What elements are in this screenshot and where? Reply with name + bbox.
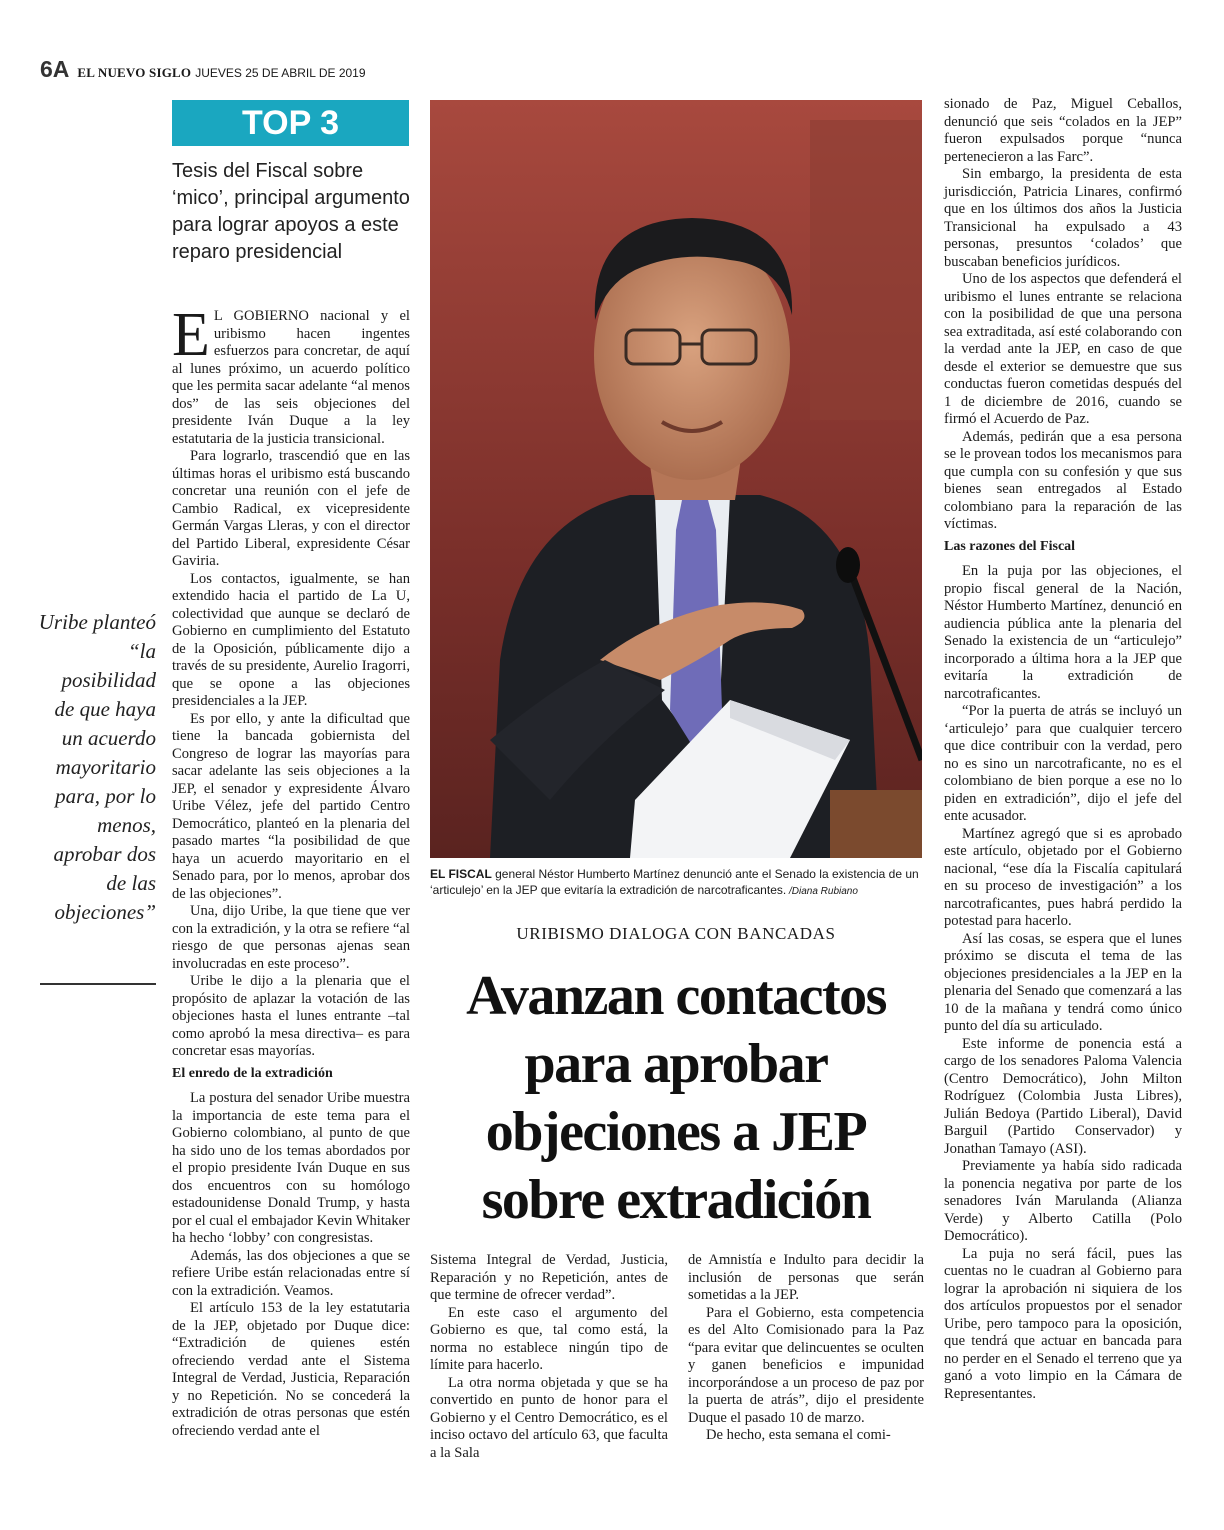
- kicker: URIBISMO DIALOGA CON BANCADAS: [516, 924, 836, 943]
- paragraph: Previamente ya había sido radicada la ponencia negativa por parte de los senadores Iván Marulanda (Alianza Verde) y Alberto Catilla (Polo Democrático).: [944, 1158, 1182, 1244]
- paragraph: de Amnistía e Indulto para decidir la inclusión de personas que serán sometidas a la JEP.: [688, 1252, 924, 1303]
- paragraph: Uribe le dijo a la plenaria que el propósito de aplazar la votación de las objeciones hasta el lunes entrante –tal como aprobó la mesa directiva– es para concretar esas mayorías.: [172, 973, 410, 1059]
- paragraph: E L GOBIERNO nacional y el uribismo hacen ingentes esfuerzos para concretar, de aquí al lunes próximo, un acuerdo político que les permita sacar adelante “al menos dos” de las seis objeciones del presidente Iván Duque a la ley estatutaria de la justicia transicional.: [172, 301, 410, 447]
- paragraph: Además, las dos objeciones a que se refiere Uribe están relacionadas entre sí con la extradición. Veamos.: [172, 1247, 410, 1299]
- paragraph: Para el Gobierno, esta competencia es del Alto Comisionado para la Paz “para evitar que delincuentes se oculten y ganen beneficios e impunidad incorporándose a un proceso de paz por la puerta de atrás”, dijo el presidente Duque el pasado 10 de marzo.: [688, 1304, 924, 1426]
- subheadline: Tesis del Fiscal sobre ‘mico’, principal argumento para lograr apoyos a este reparo presidencial: [172, 160, 410, 263]
- pull-quote-rule: [40, 983, 156, 985]
- paragraph: En este caso el argumento del Gobierno es que, tal como está, la norma no establece ningún tipo de límite para hacerlo.: [430, 1304, 668, 1373]
- paragraph: Este informe de ponencia está a cargo de los senadores Paloma Valencia (Centro Democrático), John Milton Rodríguez (Colombia Justa Libres), Julián Bedoya (Partido Liberal), David Barguil (Partido Conservador) y Jonathan Tamayo (ASI).: [944, 1035, 1182, 1157]
- paragraph: La puja no será fácil, pues las cuentas no le cuadran al Gobierno para lograr la aprobación ni siquiera de los dos artículos propuestos por el senador Uribe, pero tampoco para la oposición, que tendrá que actuar en bancada para no perder en el Senado el terreno que ya ganó a voto limpio en la Cámara de Representantes.: [944, 1245, 1182, 1402]
- article-column-2: [430, 1252, 668, 1462]
- paragraph: La otra norma objetada y que se ha convertido en punto de honor para el Gobierno y el Centro Democrático, es el inciso octavo del artículo 63, que faculta a la Sala: [430, 1374, 668, 1461]
- section-tag: TOP 3: [172, 100, 409, 146]
- section-heading: El enredo de la extradición: [172, 1065, 333, 1081]
- paragraph: En la puja por las objeciones, el propio fiscal general de la Nación, Néstor Humberto Martínez, denunció en audiencia pública ante la plenaria del Senado la existencia de un “articulejo” incorporado a última hora a la JEP que evitaría la extradición de narcotraficantes.: [944, 563, 1182, 702]
- paragraph: Uno de los aspectos que defenderá el uribismo el lunes entrante se relaciona con la posibilidad de que una persona sea extraditada, así esté colaborando con la verdad ante la JEP, en caso de que desde el exterior se demuestre que sus conductas fueron cometidas después del 1 de diciembre de 2016, cuando se firmó el Acuerdo de Paz.: [944, 271, 1182, 427]
- pull-quote: Uribe planteó “la posibilidad de que haya un acuerdo mayoritario para, por lo menos, aprobar dos de las objeciones”: [38, 610, 156, 924]
- drop-cap: E: [172, 301, 210, 369]
- paragraph: La postura del senador Uribe muestra la importancia de este tema para el Gobierno colombiano, al punto de que ha sido uno de los temas abordados por el propio presidente Iván Duque en sus dos encuentros con su homólogo estadounidense Donald Trump, y hasta por el cual el embajador Kevin Whitaker ha hecho ‘lobby’ con congresistas.: [172, 1090, 410, 1246]
- paragraph: Es por ello, y ante la dificultad que tiene la bancada gobiernista del Congreso de lograr las mayorías para sacar adelante las seis objeciones a la JEP, el senador y expresidente Álvaro Uribe Vélez, jefe del partido Centro Democrático, planteó en la plenaria del pasado martes “la posibilidad de que haya un acuerdo mayoritario en el Senado para, por lo menos, aprobar dos de las objeciones”.: [172, 710, 410, 902]
- paragraph: Así las cosas, se espera que el lunes próximo se discuta el tema de las objeciones presidenciales a la JEP en la plenaria del Senado que comenzará a las 10 de la mañana y tendrá como único punto del día su articulado.: [944, 930, 1182, 1034]
- paragraph: Sin embargo, la presidenta de esta jurisdicción, Patricia Linares, confirmó que en los últimos dos años la Justicia Transicional ha expulsado a 43 personas, presuntos ‘colados’ que buscaban beneficios jurídicos.: [944, 166, 1182, 270]
- article-column-4: [944, 96, 1182, 1403]
- paragraph: Una, dijo Uribe, la que tiene que ver con la extradición, y la otra se refiere “al riesgo de que personas ajenas sean involucradas en este proceso”.: [172, 903, 410, 972]
- caption-lead: EL FISCAL: [430, 867, 492, 881]
- photo-credit: /Diana Rubiano: [786, 886, 858, 897]
- paragraph: Sistema Integral de Verdad, Justicia, Reparación y no Repetición, antes de que termine de ofrecer verdad”.: [430, 1252, 668, 1303]
- headline: Avanzan contactos para aprobar objeciones a JEP sobre extradición: [466, 965, 886, 1231]
- article-column-1: [172, 301, 410, 1440]
- paragraph: Martínez agregó que si es aprobado este artículo, objetado por el Gobierno nacional, “ese día la Fiscalía capitulará en su proceso de investigación” a los narcotraficantes, pues habrá perdido la potestad para hacerlo.: [944, 825, 1182, 929]
- paragraph: De hecho, esta semana el comi-: [706, 1427, 891, 1443]
- paragraph: sionado de Paz, Miguel Ceballos, denunció que seis “colados en la JEP” fueron expulsados porque “nunca pertenecieron a las Farc”.: [944, 96, 1182, 165]
- publication-name: EL NUEVO SIGLO: [77, 65, 192, 80]
- paragraph: Los contactos, igualmente, se han extendido hacia el partido de La U, colectividad que aunque se declaró de Gobierno en cumplimiento del Estatuto de la Oposición, públicamente dijo a través de su presidente, Aurelio Iragorri, que se opone a las objeciones presidenciales a la JEP.: [172, 570, 410, 709]
- paragraph: Para lograrlo, trascendió que en las últimas horas el uribismo está buscando concretar una reunión con el jefe de Cambio Radical, ex vicepresidente Germán Vargas Lleras, y con el director del Partido Liberal, expresidente César Gaviria.: [172, 448, 410, 569]
- photo-caption: [430, 866, 922, 900]
- page-number: 6A: [40, 56, 70, 82]
- paragraph: Además, pedirán que a esa persona se le provean todos los mecanismos para que cumpla con su confesión y que sus bienes sean entregados al Estado colombiano para la reparación de las víctimas.: [944, 428, 1182, 532]
- article-column-3: [688, 1252, 924, 1445]
- page-header: [40, 56, 440, 86]
- photo-illustration: [430, 100, 922, 858]
- caption-text: general Néstor Humberto Martínez denunció ante el Senado la existencia de un ‘articulejo’ en la JEP que evitaría la extradición de narcotraficantes.: [430, 867, 919, 897]
- article-photo: [430, 100, 922, 858]
- paragraph: El artículo 153 de la ley estatutaria de la JEP, objetado por Duque dice: “Extradición de quienes estén ofreciendo verdad ante el Sistema Integral de Verdad, Justicia, Reparación y no Repetición. No se concederá la extradición de otras personas que estén ofreciendo verdad ante el: [172, 1300, 410, 1439]
- paragraph: “Por la puerta de atrás se incluyó un ‘articulejo’ para que cualquier tercero que dice contribuir con la verdad, pero no es sino un narcotraficante, no es el colombiano de bien porque a ese no lo piden en extradición”, dijo el jefe del ente acusador.: [944, 703, 1182, 824]
- section-heading: Las razones del Fiscal: [944, 538, 1076, 554]
- issue-date: JUEVES 25 DE ABRIL DE 2019: [195, 66, 366, 80]
